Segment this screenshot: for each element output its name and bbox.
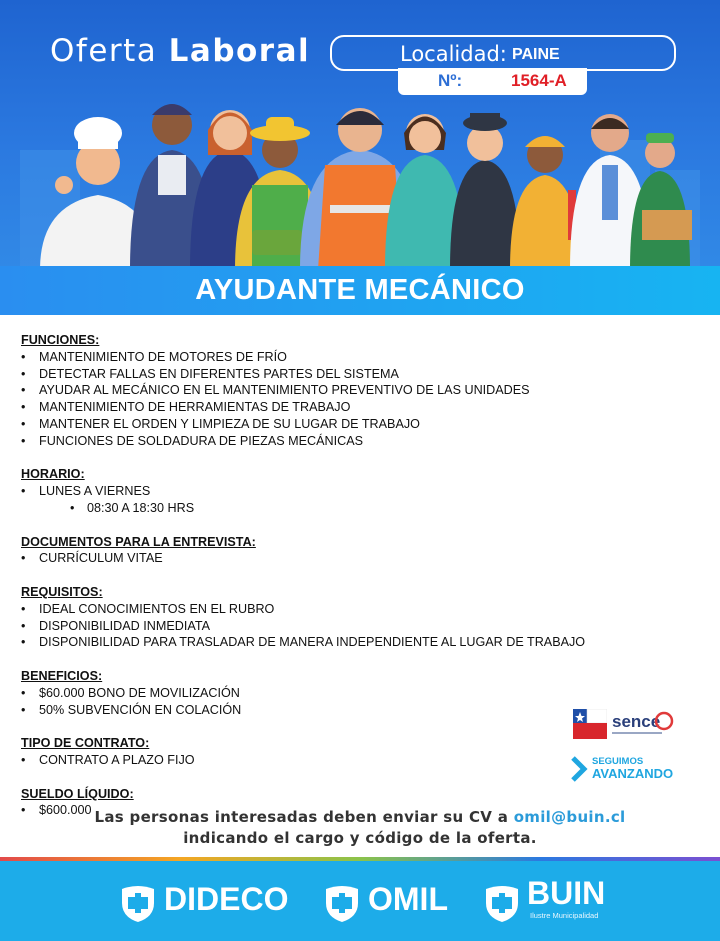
list-item: • IDEAL CONOCIMIENTOS EN EL RUBRO — [21, 601, 621, 618]
contact-instructions — [0, 807, 720, 849]
shield-icon — [482, 883, 522, 923]
job-title: AYUDANTE MECÁNICO — [195, 274, 525, 306]
section-horario — [21, 466, 621, 516]
section-heading: SUELDO LÍQUIDO: — [21, 786, 134, 801]
list-sub-item: • 08:30 A 18:30 HRS — [21, 500, 621, 517]
list-item: • MANTENER EL ORDEN Y LIMPIEZA DE SU LUGAR DE TRABAJO — [21, 416, 621, 433]
offer-number-label: Nº: — [438, 71, 463, 90]
police-figure — [450, 113, 520, 268]
section-heading: REQUISITOS: — [21, 584, 103, 599]
section-heading: FUNCIONES: — [21, 333, 100, 347]
section-requisitos — [21, 584, 621, 651]
section-heading: BENEFICIOS: — [21, 668, 103, 683]
section-contrato — [21, 735, 621, 769]
shield-icon — [118, 883, 158, 923]
header-banner — [0, 0, 720, 268]
omil-logo-text: OMIL — [368, 881, 448, 917]
grocer-figure — [630, 133, 692, 268]
list-item: • DISPONIBILIDAD INMEDIATA — [21, 618, 621, 635]
offer-number-value: 1564-A — [511, 71, 567, 90]
section-heading: TIPO DE CONTRATO: — [21, 736, 150, 751]
gobierno-logo-icon — [573, 709, 607, 739]
list-item: • DETECTAR FALLAS EN DIFERENTES PARTES DEL SISTEMA — [21, 366, 621, 383]
contact-email-link[interactable]: omil@buin.cl — [513, 808, 626, 826]
section-beneficios — [21, 668, 621, 718]
dideco-logo-text: DIDECO — [164, 881, 289, 917]
list-item: • FUNCIONES DE SOLDADURA DE PIEZAS MECÁNICAS — [21, 433, 621, 450]
list-item: • CURRÍCULUM VITAE — [21, 550, 621, 567]
list-item: • $60.000 BONO DE MOVILIZACIÓN — [21, 685, 621, 702]
job-title-band — [0, 266, 720, 315]
seguimos-text: SEGUIMOS — [592, 756, 644, 767]
section-documentos — [21, 534, 621, 568]
list-item: • LUNES A VIERNES — [21, 483, 621, 500]
buin-logo-text: BUIN — [527, 875, 606, 911]
localidad-value: PAINE — [512, 46, 560, 63]
mechanic-figure — [510, 136, 580, 268]
section-funciones — [21, 332, 621, 450]
contact-text: Las personas interesadas deben enviar su CV a — [94, 808, 514, 826]
offer-number-box — [398, 68, 587, 95]
list-item: • AYUDAR AL MECÁNICO EN EL MANTENIMIENTO PREVENTIVO DE LAS UNIDADES — [21, 382, 621, 399]
localidad-label: Localidad: — [400, 42, 507, 66]
job-details — [21, 332, 621, 836]
list-item: • CONTRATO A PLAZO FIJO — [21, 752, 621, 769]
list-item: • $600.000 — [21, 802, 621, 819]
workers-illustration — [30, 95, 700, 268]
sence-logo-icon — [612, 710, 676, 738]
list-item: • 50% SUBVENCIÓN EN COLACIÓN — [21, 702, 621, 719]
buin-logo-subtitle: Ilustre Municipalidad — [530, 911, 599, 920]
sence-logo-text: sence — [612, 712, 661, 731]
section-heading: HORARIO: — [21, 467, 85, 482]
list-item: • MANTENIMIENTO DE HERRAMIENTAS DE TRABAJO — [21, 399, 621, 416]
shield-icon — [322, 883, 362, 923]
offer-title: Oferta Laboral — [50, 33, 311, 69]
chevron-right-icon — [570, 756, 588, 782]
seguimos-avanzando-logo — [570, 754, 685, 784]
list-item: • DISPONIBILIDAD PARA TRASLADAR DE MANERA INDEPENDIENTE AL LUGAR DE TRABAJO — [21, 634, 621, 651]
list-item: • MANTENIMIENTO DE MOTORES DE FRÍO — [21, 349, 621, 366]
section-heading: DOCUMENTOS PARA LA ENTREVISTA: — [21, 534, 256, 549]
avanzando-text: AVANZANDO — [592, 766, 674, 781]
contact-text-line2: indicando el cargo y código de la oferta. — [183, 829, 537, 847]
footer-bar — [0, 861, 720, 941]
localidad-box — [330, 35, 676, 71]
